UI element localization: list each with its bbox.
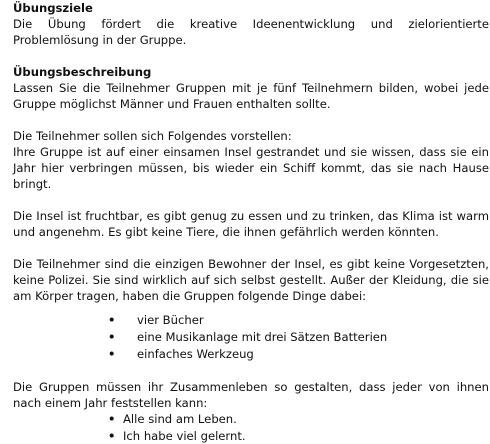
spacer bbox=[13, 240, 489, 256]
spacer bbox=[13, 48, 489, 64]
list-item: • einfaches Werkzeug bbox=[13, 346, 489, 362]
heading-uebungsziele: Übungsziele bbox=[13, 1, 93, 15]
spacer bbox=[13, 363, 489, 379]
equipment-list bbox=[13, 312, 489, 362]
paragraph-island: Die Insel ist fruchtbar, es gibt genug zu essen und zu trinken, das Klima ist warm und angenehm. Es gibt keine Tiere, die ihnen gefährlich werden könnten. bbox=[13, 209, 489, 239]
paragraph-groups: Lassen Sie die Teilnehmer Gruppen mit je fünf Teilnehmern bilden, wobei jede Gruppe möglichst Männer und Frauen enthalten sollte. bbox=[13, 81, 489, 111]
heading-uebungsbeschreibung: Übungsbeschreibung bbox=[13, 65, 152, 79]
paragraph-goal: Die Gruppen müssen ihr Zusammenleben so gestalten, dass jeder von ihnen nach einem Jahr feststellen kann: bbox=[13, 380, 489, 410]
paragraph-imagine-lead: Die Teilnehmer sollen sich Folgendes vorstellen: bbox=[13, 129, 292, 143]
list-item: • vier Bücher bbox=[13, 312, 489, 328]
intro-paragraph: Die Übung fördert die kreative Ideenentwicklung und zielorientierte Problemlösung in der Gruppe. bbox=[13, 17, 489, 47]
paragraph-inhabitants: Die Teilnehmer sind die einzigen Bewohner der Insel, es gibt keine Vorgesetzten, keine Polizei. Sie sind wirklich auf sich selbst gestellt. Außer der Kleidung, die sie am Körper tragen, haben die Gruppen folgende Dinge dabei: bbox=[13, 257, 489, 303]
list-item: • Ich habe viel gelernt. bbox=[13, 428, 489, 444]
spacer bbox=[13, 112, 489, 128]
list-item: • eine Musikanlage mit drei Sätzen Batterien bbox=[13, 329, 489, 345]
paragraph-stranded: Ihre Gruppe ist auf einer einsamen Insel gestrandet und sie wissen, dass sie ein Jahr hier verbringen müssen, bis wieder ein Schiff kommt, das sie nach Hause bringt. bbox=[13, 145, 489, 191]
spacer bbox=[13, 192, 489, 208]
spacer bbox=[13, 304, 489, 312]
list-item: • Alle sind am Leben. bbox=[13, 411, 489, 427]
